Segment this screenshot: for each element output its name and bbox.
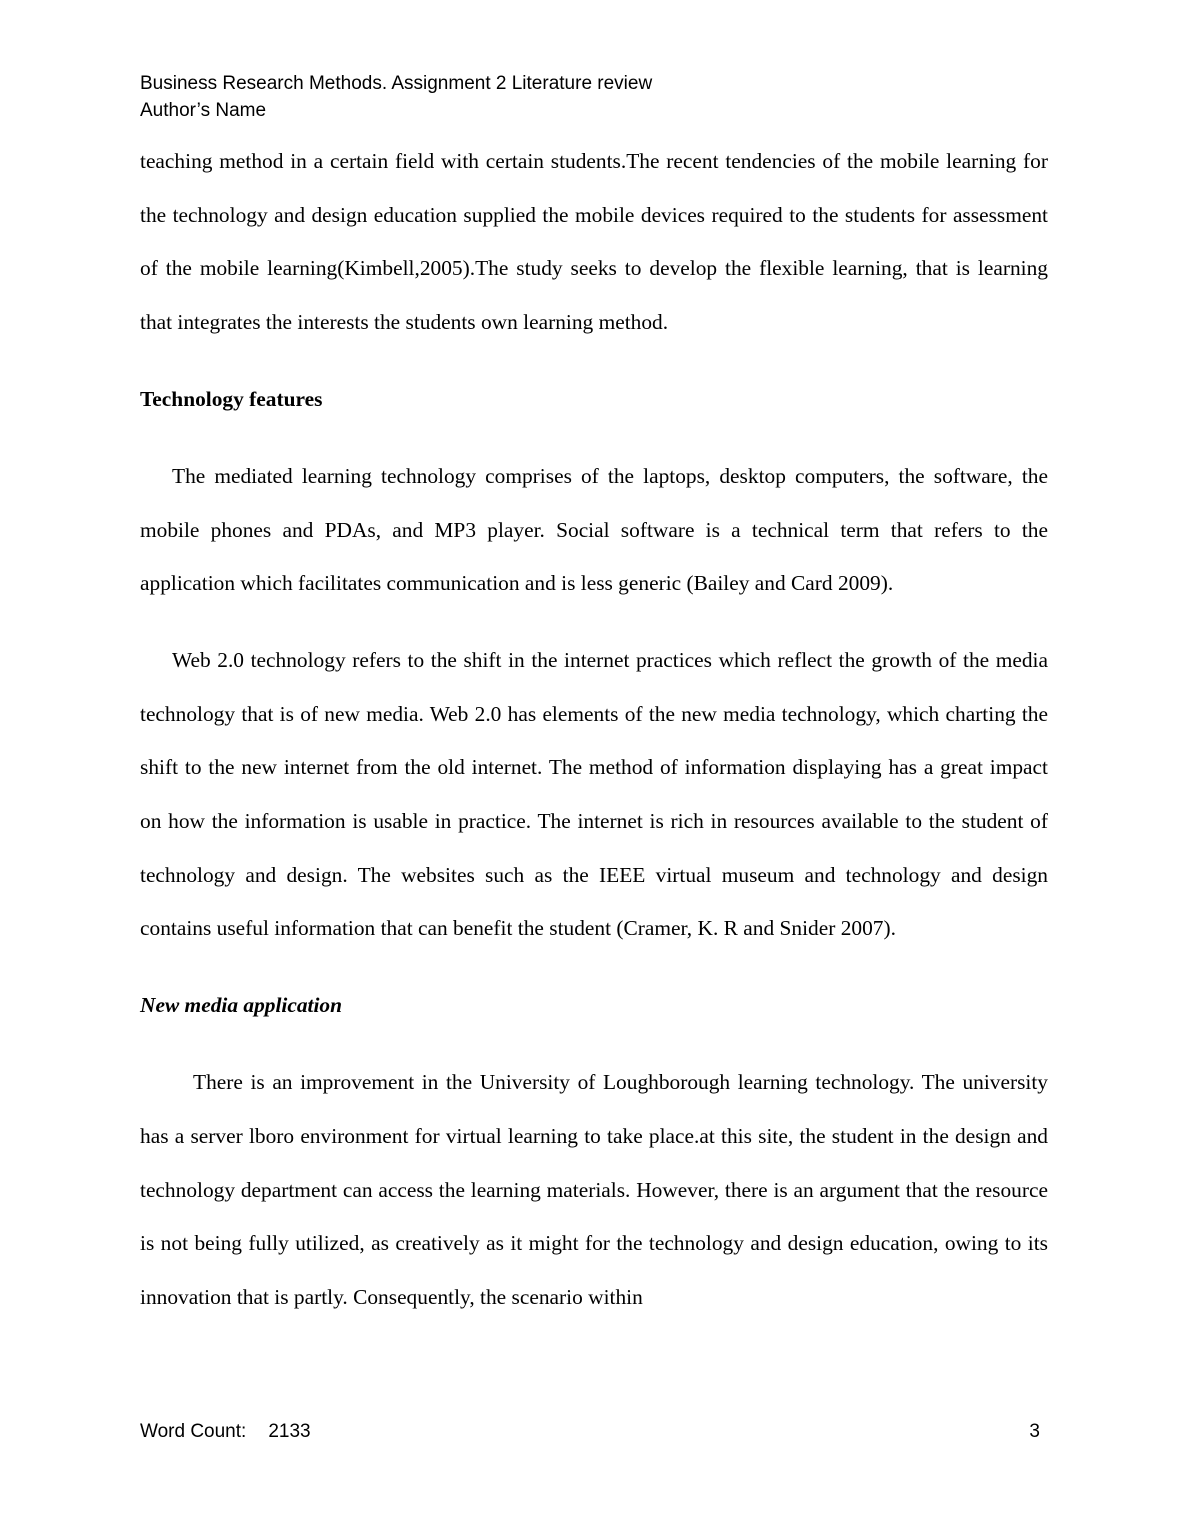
- paragraph-loughborough: There is an improvement in the University of Loughborough learning technology. The university has a server lboro environment for virtual learning to take place.at this site, the student in the design and technology department can access the learning materials. However, there is an argument that the resource is not being fully utilized, as creatively as it might for the technology and design education, owing to its innovation that is partly. Consequently, the scenario within: [140, 1070, 1048, 1309]
- page-number: 3: [1029, 1421, 1040, 1442]
- paragraph-mediated-learning: The mediated learning technology comprises of the laptops, desktop computers, the software, the mobile phones and PDAs, and MP3 player. Social software is a technical term that refers to the application which facilitates communication and is less generic (Bailey and Card 2009).: [140, 463, 1048, 596]
- word-count-value: 2133: [268, 1421, 311, 1442]
- document-body: [140, 135, 1048, 1324]
- heading-technology-features: Technology features: [140, 386, 323, 411]
- author-name: Author’s Name: [140, 100, 267, 121]
- paragraph-intro: teaching method in a certain field with certain students.The recent tendencies of the mobile learning for the technology and design education supplied the mobile devices required to the students for assessment of the mobile learning(Kimbell,2005).The study seeks to develop the flexible learning, that is learning that integrates the interests the students own learning method.: [140, 149, 1048, 334]
- page-footer: [140, 1418, 1040, 1445]
- page-header: [140, 70, 1050, 124]
- document-title: Business Research Methods. Assignment 2 Literature review: [140, 73, 653, 94]
- word-count-label: Word Count:: [140, 1421, 247, 1442]
- heading-new-media-application: New media application: [140, 993, 343, 1018]
- paragraph-web-2-0: Web 2.0 technology refers to the shift in the internet practices which reflect the growth of the media technology that is of new media. Web 2.0 has elements of the new media technology, which charting the shift to the new internet from the old internet. The method of information displaying has a great impact on how the information is usable in practice. The internet is rich in resources available to the student of technology and design. The websites such as the IEEE virtual museum and technology and design contains useful information that can benefit the student (Cramer, K. R and Snider 2007).: [140, 648, 1048, 941]
